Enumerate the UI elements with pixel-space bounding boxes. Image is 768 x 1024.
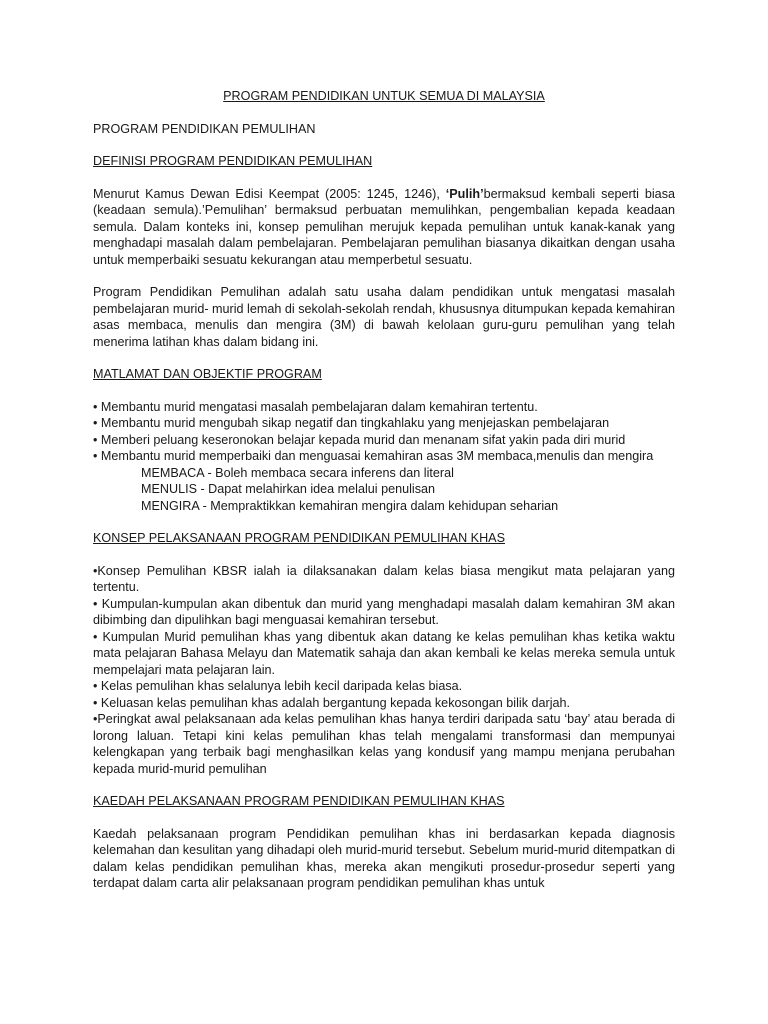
definition-term-pulih: ‘Pulih’ [445,186,484,201]
concept-item: • Kumpulan-kumpulan akan dibentuk dan murid yang menghadapi masalah dalam kemahiran 3M akan dibimbing dan dipulihkan bagi menguasai kemahiran tersebut. [93,596,675,627]
skills-sublist [93,465,675,515]
section-heading: PROGRAM PENDIDIKAN PEMULIHAN [93,121,316,136]
document-title: PROGRAM PENDIDIKAN UNTUK SEMUA DI MALAYSIA [223,89,545,103]
objectives-list [93,399,675,465]
objective-item: • Membantu murid memperbaiki dan menguasai kemahiran asas 3M membaca,menulis dan mengira [93,449,654,463]
definition-text-start: Menurut Kamus Dewan Edisi Keempat (2005: 1245, 1246), [93,186,446,201]
skill-item-membaca: MEMBACA - Boleh membaca secara inferens dan literal [141,465,454,480]
concept-item: •Konsep Pemulihan KBSR ialah ia dilaksanakan dalam kelas biasa mengikut mata pelajaran yang tertentu. [93,563,675,594]
concept-item: • Kelas pemulihan khas selalunya lebih kecil daripada kelas biasa. [93,679,463,693]
concept-item: • Kumpulan Murid pemulihan khas yang dibentuk akan datang ke kelas pemulihan khas ketika waktu mata pelajaran Bahasa Melayu dan Matematik sahaja dan akan kembali ke kelas mereka semula untuk mempelajari mata pelajaran lain. [93,629,675,677]
concept-item: •Peringkat awal pelaksanaan ada kelas pemulihan khas hanya terdiri daripada satu ‘bay’ atau berada di lorong laluan. Tetapi kini kelas pemulihan khas telah mengalami transformasi dan mempunyai kelengkapan yang terbaik bagi menghasilkan kelas yang kondusif yang mampu menjana perubahan kepada murid-murid pemulihan [93,712,675,776]
objective-item: • Memberi peluang keseronokan belajar kepada murid dan menanam sifat yakin pada diri murid [93,432,626,447]
definition-text-rest: bermaksud kembali seperti biasa (keadaan semula).’Pemulihan’ bermaksud perbuatan memulihkan, pengembalian kepada keadaan semula. Dalam konteks ini, konsep pemulihan merujuk kepada pemulihan untuk kanak-kanak yang menghadapi masalah dalam pembelajaran. Pembelajaran pemulihan biasanya dikaitkan dengan usaha untuk memperbaiki sesuatu kekurangan atau memperbetul sesuatu. [93,186,675,267]
definition-heading: DEFINISI PROGRAM PENDIDIKAN PEMULIHAN [93,154,373,168]
definition-paragraph-2: Program Pendidikan Pemulihan adalah satu usaha dalam pendidikan untuk mengatasi masalah pembelajaran murid- murid lemah di sekolah-sekolah rendah, khususnya ditumpukan kepada kemahiran asas membaca, menulis dan mengira (3M) di bawah kelolaan guru-guru pemulihan yang telah menerima latihan khas dalam bidang ini. [93,285,675,349]
method-heading: KAEDAH PELAKSANAAN PROGRAM PENDIDIKAN PEMULIHAN KHAS [93,794,505,808]
concept-heading: KONSEP PELAKSANAAN PROGRAM PENDIDIKAN PEMULIHAN KHAS [93,531,505,545]
objectives-heading: MATLAMAT DAN OBJEKTIF PROGRAM [93,367,322,381]
concept-item: • Keluasan kelas pemulihan khas adalah bergantung kepada kekosongan bilik darjah. [93,695,571,710]
concept-list [93,563,675,778]
skill-item-mengira: MENGIRA - Mempraktikkan kemahiran mengira dalam kehidupan seharian [141,498,559,513]
objective-item: • Membantu murid mengatasi masalah pembelajaran dalam kemahiran tertentu. [93,399,538,414]
skill-item-menulis: MENULIS - Dapat melahirkan idea melalui penulisan [141,482,435,496]
document-body [93,88,675,908]
definition-paragraph-1 [93,186,675,269]
section-spacer [93,777,675,793]
objective-item: • Membantu murid mengubah sikap negatif dan tingkahlaku yang menjejaskan pembelajaran [93,416,610,430]
method-paragraph: Kaedah pelaksanaan program Pendidikan pemulihan khas ini berdasarkan kepada diagnosis kelemahan dan kesulitan yang dihadapi oleh murid-murid tersebut. Sebelum murid-murid ditempatkan di dalam kelas pendidikan pemulihan khas, mereka akan mengikuti prosedur-prosedur seperti yang terdapat dalam carta alir pelaksanaan program pendidikan pemulihan khas untuk [93,826,675,890]
